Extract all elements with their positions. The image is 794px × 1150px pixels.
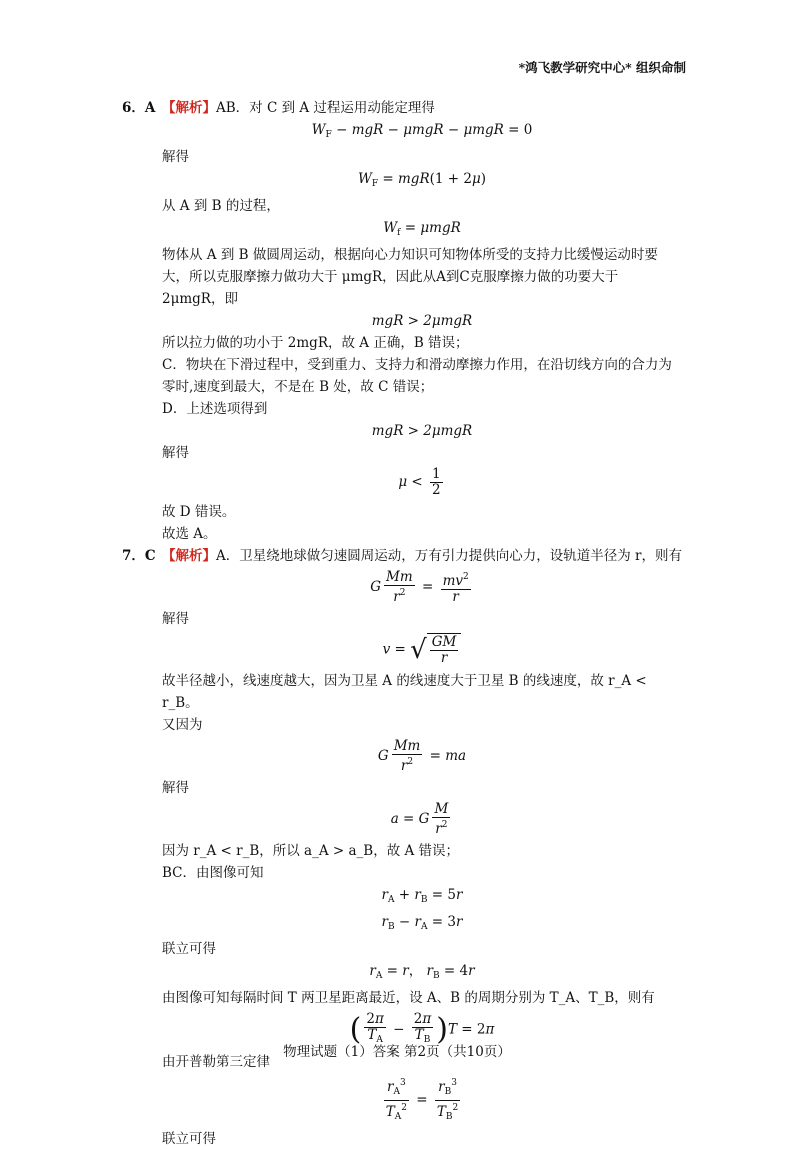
question-6-body [162,97,682,545]
analysis-tag: 【解析】 [162,100,216,116]
question-6 [122,97,682,545]
q7-p5: 联立可得 [162,941,216,957]
question-7-number: 7．C [122,548,156,564]
q7-eq7: $r_A = r$， $r_B = 4r$ [369,963,475,981]
q7-eq6: $r_B - r_A = 3r$ [381,914,463,932]
question-6-number: 6．A [122,100,156,116]
q6-p1: 从 A 到 B 的过程， [162,198,280,214]
q7-eq4: a = G $\frac{M}{r^2}$ [390,801,449,837]
q6-eq1: $W_F$ − mgR − μmgR − μmgR = 0 [311,122,533,140]
q6-eq6: μ < $\frac{1}{2}$ [398,466,441,498]
q7-p1: 故半径越小，线速度越大，因为卫星 A 的线速度大于卫星 B 的线速度，故 r_A < r_B。 [162,673,647,711]
q7-p2: 又因为 [162,717,203,733]
q7-eq1: G $\frac{Mm}{r^2}$ = $\frac{mv^2}{r}$ [370,569,469,605]
q6-eq4: mgR > 2μmgR [371,313,473,329]
q7-p8: 联立可得 [162,1131,216,1147]
q6-intro: AB．对 C 到 A 过程运用动能定理得 [216,100,435,116]
q7-eq9: $\frac{r_A^3}{T_A^2}$ = $\frac{r_B^3}{T_B^2}$ [385,1078,459,1122]
q7-eq3: G $\frac{Mm}{r^2}$ = ma [377,738,467,774]
q6-p3: 所以拉力做的功小于 2mgR，故 A 正确，B 错误； [162,335,469,351]
q7-jiede2: 解得 [162,780,189,796]
q6-p5: D．上述选项得到 [162,401,268,417]
page-footer: 物理试题（1）答案 第2页（共10页） [283,1044,511,1060]
q7-eq2: v = √ $\frac{GM}{r}$ [162,630,682,670]
page-header: *鸿飞教学研究中心* 组织命制 [518,60,686,75]
q6-p2: 物体从 A 到 B 做圆周运动，根据向心力知识可知物体所受的支持力比缓慢运动时要大，所以克服摩擦力做功大于 μmgR，因此从A到C克服摩擦力做的功要大于 2μmgR，即 [162,247,658,307]
q7-p4: BC．由图像可知 [162,865,264,881]
q6-jiede1: 解得 [162,149,189,165]
answer-content [122,97,682,1150]
q6-p4: C．物块在下滑过程中，受到重力、支持力和滑动摩擦力作用，在沿切线方向的合力为零时,速度到最大，不是在 B 处，故 C 错误； [162,357,672,395]
q6-eq5: mgR > 2μmgR [371,423,473,439]
q7-eq8: ( $\frac{2\pi}{T_A}$ − $\frac{2\pi}{T_B}$ )T = 2π [349,1011,495,1047]
q6-p7: 故选 A。 [162,526,217,542]
q7-intro: A．卫星绕地球做匀速圆周运动，万有引力提供向心力，设轨道半径为 r，则有 [216,548,682,564]
q7-p6: 由图像可知每隔时间 T 两卫星距离最近，设 A、B 的周期分别为 T_A、T_B，则有 [162,990,655,1006]
q7-jiede1: 解得 [162,611,189,627]
q6-eq2: $W_F = mgR(1 + 2\mu)$ [357,171,487,189]
q7-p3: 因为 r_A < r_B，所以 a_A > a_B，故 A 错误； [162,843,460,859]
q7-eq5: $r_A + r_B = 5r$ [381,887,463,905]
q6-jiede2: 解得 [162,445,189,461]
q7-p7: 由开普勒第三定律 [162,1054,270,1070]
q6-p6: 故 D 错误。 [162,504,236,520]
q6-eq3: $W_f = \mu mgR$ [383,220,461,238]
analysis-tag: 【解析】 [162,548,216,564]
